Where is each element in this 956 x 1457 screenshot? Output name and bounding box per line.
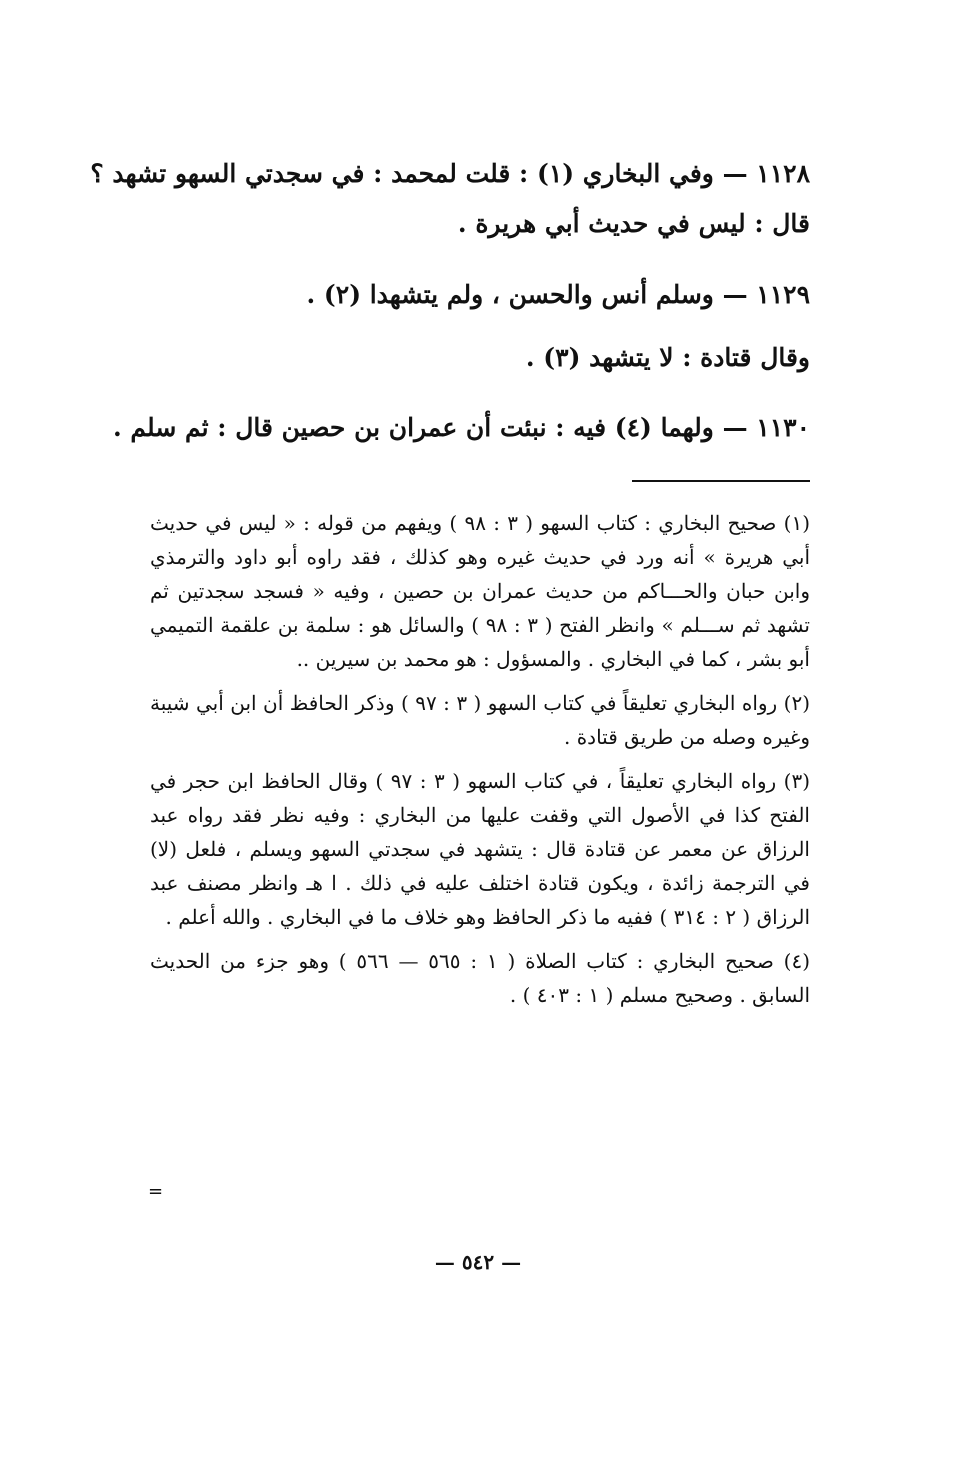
footnote-1: (١) صحيح البخاري : كتاب السهو ( ٣ : ٩٨ ) ويفهم من قوله : « ليس في حديث أبي هريرة » أنه ورد في حديث غيره وهو كذلك ، فقد راوه أبو داود والترمذي وابن حبان والحـــاكم من حديث عمران بن حصين ، وفيه « فسجد سجدتين ثم تشهد ثم ســـلم » وانظر الفتح ( ٣ : ٩٨ ) والسائل هو : سلمة بن علقمة التميمي أبو بشر ، كما في البخاري . والمسؤول : هو محمد بن سيرين ..	[150, 511, 810, 671]
hadith-1130-text: ١١٣٠ — ولهما (٤) فيه : نبئت أن عمران بن حصين قال : ثم سلم .	[113, 413, 810, 442]
footnote-2: (٢) رواه البخاري تعليقاً في كتاب السهو ( ٣ : ٩٧ ) وذكر الحافظ أن ابن أبي شيبة وغيره وصله من طريق قتادة .	[150, 691, 811, 749]
hadith-1128	[90, 156, 810, 242]
footnote-4: (٤) صحيح البخاري : كتاب الصلاة ( ١ : ٥٦٥ — ٥٦٦ ) وهو جزء من الحديث السابق . وصحيح مسلم ( ١ : ٤٠٣ ) .	[150, 949, 810, 1007]
hadith-1128-line2: قال : ليس في حديث أبي هريرة .	[457, 209, 810, 238]
footnote-divider	[632, 480, 810, 482]
page-number: — ٥٤٢ —	[434, 1250, 522, 1274]
hadith-1130	[113, 410, 810, 446]
qatada-text: وقال قتادة : لا يتشهد (٣) .	[525, 343, 810, 372]
qatada-statement	[150, 340, 810, 376]
hadith-1129-text: ١١٢٩ — وسلم أنس والحسن ، ولم يتشهدا (٢) .	[306, 280, 810, 309]
hadith-1129	[150, 277, 810, 313]
footnote-3: (٣) رواه البخاري تعليقاً ، في كتاب السهو ( ٣ : ٩٧ ) وقال الحافظ ابن حجر في الفتح كذا في الأصول التي وقفت عليها من البخاري : وفيه نظر فقد رواه عبد الرزاق عن معمر عن قتادة قال : يتشهد في سجدتي السهو ويسلم ، فلعل (لا) في الترجمة زائدة ، ويكون قتادة اختلف عليه في ذلك . ا هـ وانظر مصنف عبد الرزاق ( ٢ : ٣١٤ ) ففيه ما ذكر الحافظ وهو خلاف ما في البخاري . والله أعلم .	[150, 769, 810, 929]
hadith-1128-line1: ١١٢٨ — وفي البخاري (١) : قلت لمحمد : في سجدتي السهو تشهد ؟	[90, 159, 810, 188]
continuation-mark: =	[148, 1181, 163, 1202]
footnotes	[148, 506, 811, 1202]
